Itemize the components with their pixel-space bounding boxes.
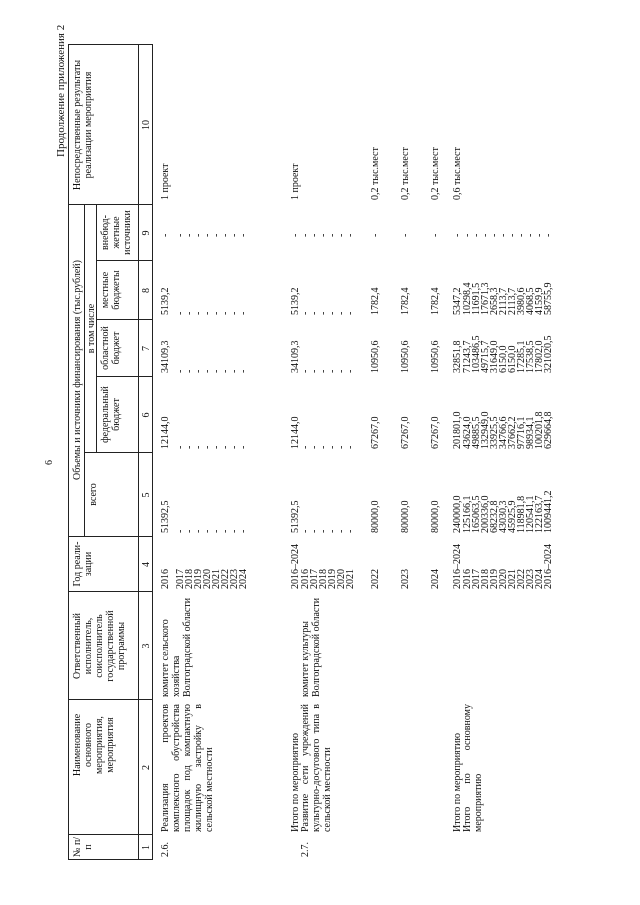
value-extra: - [300, 233, 311, 237]
value-total: 1009441,2 [543, 490, 554, 533]
year-cell: 2020 [336, 569, 347, 589]
value-regional: 6150,0 [507, 345, 518, 373]
total-federal: 12144,0 [290, 416, 301, 449]
value-extra: - [370, 233, 381, 237]
value-extra: - [543, 233, 554, 237]
value-federal: - [202, 445, 213, 449]
year-cell: 2016 [160, 569, 171, 589]
col-number: 7 [141, 346, 152, 351]
value-total: - [229, 529, 240, 533]
value-regional: 103486,5 [471, 335, 482, 373]
value-regional: 49715,7 [480, 340, 491, 373]
value-extra: - [184, 233, 195, 237]
result-text: 0,2 тыс.мест [400, 147, 411, 200]
value-extra: - [516, 233, 527, 237]
activity-name: Реализация проектов комплексного обустройства площадок под компактную жилищную застройку в сельской местности [160, 704, 215, 832]
value-extra: - [160, 233, 171, 237]
total-local: 5139,2 [290, 287, 301, 315]
value-regional: 17802,0 [534, 340, 545, 373]
value-regional: - [238, 369, 249, 373]
value-total: - [202, 529, 213, 533]
main-total-label: Итого по основному мероприятию [462, 704, 484, 832]
value-federal: - [309, 445, 320, 449]
value-regional: 6150,0 [498, 345, 509, 373]
value-extra-2023: - [400, 233, 411, 237]
value-local: - [211, 311, 222, 315]
value-federal: 132949,0 [480, 411, 491, 449]
value-local: 4068,5 [525, 287, 536, 315]
value-extra: - [534, 233, 545, 237]
value-total: - [318, 529, 329, 533]
value-total: - [238, 529, 249, 533]
value-regional: - [300, 369, 311, 373]
col-number: 3 [141, 643, 152, 649]
value-local: 5139,2 [160, 287, 171, 315]
col-number: 9 [141, 230, 152, 236]
year-cell: 2018 [318, 569, 329, 589]
table-border-top [68, 44, 69, 860]
year-cell: 2018 [184, 569, 195, 589]
year-cell: 2023 [229, 569, 240, 589]
col-number: 10 [141, 120, 152, 130]
total-extra: - [452, 233, 463, 237]
value-regional: - [327, 369, 338, 373]
value-extra: - [220, 233, 231, 237]
col-number: 5 [141, 492, 152, 498]
value-federal-2024: 67267,0 [430, 416, 441, 449]
value-local: - [229, 311, 240, 315]
value-extra: - [525, 233, 536, 237]
value-total: 200336,0 [480, 495, 491, 533]
year-cell: 2020 [202, 569, 213, 589]
value-local: - [300, 311, 311, 315]
value-extra: - [193, 233, 204, 237]
value-total: 125166,1 [462, 495, 473, 533]
header-results: Непосредственные результаты реализации мероприятия [72, 59, 94, 191]
value-total: 43030,3 [498, 500, 509, 533]
value-federal: - [193, 445, 204, 449]
value-federal: 100201,8 [534, 411, 545, 449]
value-regional: - [202, 369, 213, 373]
year-cell: 2021 [507, 569, 518, 589]
value-total: - [184, 529, 195, 533]
value-local-2024: 1782,4 [430, 287, 441, 315]
value-local: 11691,5 [471, 282, 482, 315]
value-regional: - [184, 369, 195, 373]
colnum-row-bottom [152, 44, 153, 860]
value-local: 10298,4 [462, 282, 473, 315]
year-cell: 2022 [516, 569, 527, 589]
header-funding: Объемы и источники финансирования (тыс.рублей) [72, 260, 83, 480]
value-total-2024: 80000,0 [430, 500, 441, 533]
header-year: Год реали-зации [72, 541, 94, 587]
header-regional: областной бюджет [100, 326, 122, 370]
value-total: - [220, 529, 231, 533]
value-total: 45925,9 [507, 500, 518, 533]
value-federal-2023: 67267,0 [400, 416, 411, 449]
value-total: 165063,5 [471, 495, 482, 533]
year-cell: 2016–2024 [543, 544, 554, 589]
value-federal: - [211, 445, 222, 449]
result-text: 1 проект [160, 163, 171, 200]
col-number: 1 [141, 845, 152, 850]
value-extra: - [211, 233, 222, 237]
value-federal: 49885,5 [471, 416, 482, 449]
total-sum: 240000,0 [452, 495, 463, 533]
value-regional: - [318, 369, 329, 373]
header-total: всего [88, 483, 99, 506]
value-regional: 321020,5 [543, 335, 554, 373]
year-cell: 2024 [238, 569, 249, 589]
value-federal: - [345, 445, 356, 449]
value-regional: 17538,5 [525, 340, 536, 373]
col-number: 6 [141, 412, 152, 418]
year-cell: 2022 [370, 569, 381, 589]
value-regional: - [229, 369, 240, 373]
value-local: 3980,6 [516, 287, 527, 315]
col-divider-11 [68, 44, 152, 45]
value-local-2023: 1782,4 [400, 287, 411, 315]
value-federal: 12144,0 [160, 416, 171, 449]
value-federal: - [238, 445, 249, 449]
value-federal: - [220, 445, 231, 449]
value-federal: - [327, 445, 338, 449]
col-number: 4 [141, 562, 152, 567]
value-local: 58755,9 [543, 282, 554, 315]
year-cell: 2019 [327, 569, 338, 589]
value-total: - [336, 529, 347, 533]
value-extra: - [507, 233, 518, 237]
header-name: Наименование основного мероприятия, мероприятия [72, 713, 116, 777]
value-extra: - [480, 233, 491, 237]
year-2024: 2024 [430, 569, 441, 589]
value-total: 80000,0 [370, 500, 381, 533]
value-regional: 17285,1 [516, 340, 527, 373]
value-regional: - [336, 369, 347, 373]
value-total: - [345, 529, 356, 533]
value-regional-2024: 10950,6 [430, 340, 441, 373]
value-total: 120541,1 [525, 495, 536, 533]
value-extra-2024: - [430, 233, 441, 237]
header-federal: федеральный бюджет [100, 386, 122, 443]
value-regional: - [211, 369, 222, 373]
year-cell: 2020 [498, 569, 509, 589]
year-cell: 2021 [211, 569, 222, 589]
col-divider-1 [68, 859, 152, 860]
col-divider-4 [68, 591, 152, 592]
col-divider-3 [68, 699, 152, 700]
year-cell: 2023 [525, 569, 536, 589]
year-cell: 2024 [534, 569, 545, 589]
row-number: 2.7. [300, 842, 311, 857]
col-number: 8 [141, 288, 152, 293]
value-regional: - [345, 369, 356, 373]
value-federal: 43624,0 [462, 416, 473, 449]
value-local: - [175, 311, 186, 315]
value-extra: - [175, 233, 186, 237]
value-local: 17671,3 [480, 282, 491, 315]
value-local: - [345, 311, 356, 315]
value-federal: 33925,5 [489, 416, 500, 449]
value-regional: - [220, 369, 231, 373]
result-text: 0,2 тыс.мест [370, 147, 381, 200]
total-result: 1 проект [290, 163, 301, 200]
value-regional: 34109,3 [160, 340, 171, 373]
value-local: - [327, 311, 338, 315]
value-total: 68232,8 [489, 500, 500, 533]
activity-name: Развитие сети учреждений культурно-досугового типа в сельской местности [300, 704, 333, 832]
header-no: № п/п [72, 836, 94, 858]
total-label: Итого по мероприятию [290, 733, 301, 832]
value-local: 2113,7 [498, 287, 509, 315]
header-executor: Ответственный исполнитель, соисполнитель государственной программы [72, 610, 127, 682]
value-federal: 98934,1 [525, 416, 536, 449]
year-cell: 2021 [345, 569, 356, 589]
activity-executor: комитет культуры Волгоградской области [300, 597, 322, 697]
value-federal: - [229, 445, 240, 449]
value-extra: - [345, 233, 356, 237]
value-extra: - [309, 233, 320, 237]
value-federal: - [175, 445, 186, 449]
value-regional: 10950,6 [370, 340, 381, 373]
header-local: местные бюджеты [100, 270, 122, 310]
value-total: - [175, 529, 186, 533]
total-regional: 32851,8 [452, 340, 463, 373]
total-result: 0,6 тыс.мест [452, 147, 463, 200]
year-cell: 2017 [175, 569, 186, 589]
total-year: 2016–2024 [290, 544, 301, 589]
value-local: 2113,7 [507, 287, 518, 315]
year-cell: 2019 [489, 569, 500, 589]
value-regional: 71243,7 [462, 340, 473, 373]
value-extra: - [471, 233, 482, 237]
total-regional: 34109,3 [290, 340, 301, 373]
total-extra: - [290, 233, 301, 237]
total-sum: 51392,5 [290, 500, 301, 533]
value-extra: - [462, 233, 473, 237]
row-number: 2.6. [160, 842, 171, 857]
year-cell: 2018 [480, 569, 491, 589]
funding-sub-line [84, 205, 85, 537]
value-federal: 34766,6 [498, 416, 509, 449]
year-cell: 2016 [462, 569, 473, 589]
value-local: - [202, 311, 213, 315]
total-local: 5347,2 [452, 287, 463, 315]
value-extra: - [498, 233, 509, 237]
value-regional: - [309, 369, 320, 373]
value-total-2023: 80000,0 [400, 500, 411, 533]
activity-executor: комитет сельского хозяйства Волгоградской области [160, 597, 193, 697]
value-regional-2023: 10950,6 [400, 340, 411, 373]
value-federal: 97716,1 [516, 416, 527, 449]
col-number: 2 [141, 765, 152, 770]
value-regional: 31649,0 [489, 340, 500, 373]
header-extra: внебюд-жетные источники [100, 210, 133, 255]
year-cell: 2019 [193, 569, 204, 589]
value-local: 2658,3 [489, 287, 500, 315]
continuation-label: Продолжение приложения 2 [55, 24, 67, 157]
year-cell: 2016 [300, 569, 311, 589]
year-2023: 2023 [400, 569, 411, 589]
total-year: 2016–2024 [452, 544, 463, 589]
value-federal: - [184, 445, 195, 449]
value-federal: 37662,2 [507, 416, 518, 449]
value-extra: - [229, 233, 240, 237]
value-extra: - [336, 233, 347, 237]
value-total: - [211, 529, 222, 533]
result-text: 0,2 тыс.мест [430, 147, 441, 200]
value-extra: - [327, 233, 338, 237]
value-local: - [318, 311, 329, 315]
value-local: 4159,9 [534, 287, 545, 315]
value-federal: 67267,0 [370, 416, 381, 449]
value-local: - [238, 311, 249, 315]
value-local: 1782,4 [370, 287, 381, 315]
value-extra: - [202, 233, 213, 237]
value-extra: - [318, 233, 329, 237]
value-federal: - [318, 445, 329, 449]
year-cell: 2022 [220, 569, 231, 589]
header-including: в том числе [86, 303, 97, 354]
value-federal: 629664,8 [543, 411, 554, 449]
value-total: - [193, 529, 204, 533]
value-local: - [336, 311, 347, 315]
year-cell: 2017 [471, 569, 482, 589]
value-extra: - [238, 233, 249, 237]
page-number: 6 [44, 460, 55, 465]
value-regional: - [175, 369, 186, 373]
value-total: - [327, 529, 338, 533]
value-local: - [193, 311, 204, 315]
total-federal: 201801,0 [452, 411, 463, 449]
total-label: Итого по мероприятию [452, 733, 463, 832]
value-federal: - [300, 445, 311, 449]
value-local: - [184, 311, 195, 315]
value-total: - [300, 529, 311, 533]
value-federal: - [336, 445, 347, 449]
value-total: 122163,7 [534, 495, 545, 533]
value-total: 118981,8 [516, 495, 527, 533]
value-regional: - [193, 369, 204, 373]
value-extra: - [489, 233, 500, 237]
year-cell: 2017 [309, 569, 320, 589]
value-local: - [220, 311, 231, 315]
value-total: - [309, 529, 320, 533]
value-local: - [309, 311, 320, 315]
value-total: 51392,5 [160, 500, 171, 533]
